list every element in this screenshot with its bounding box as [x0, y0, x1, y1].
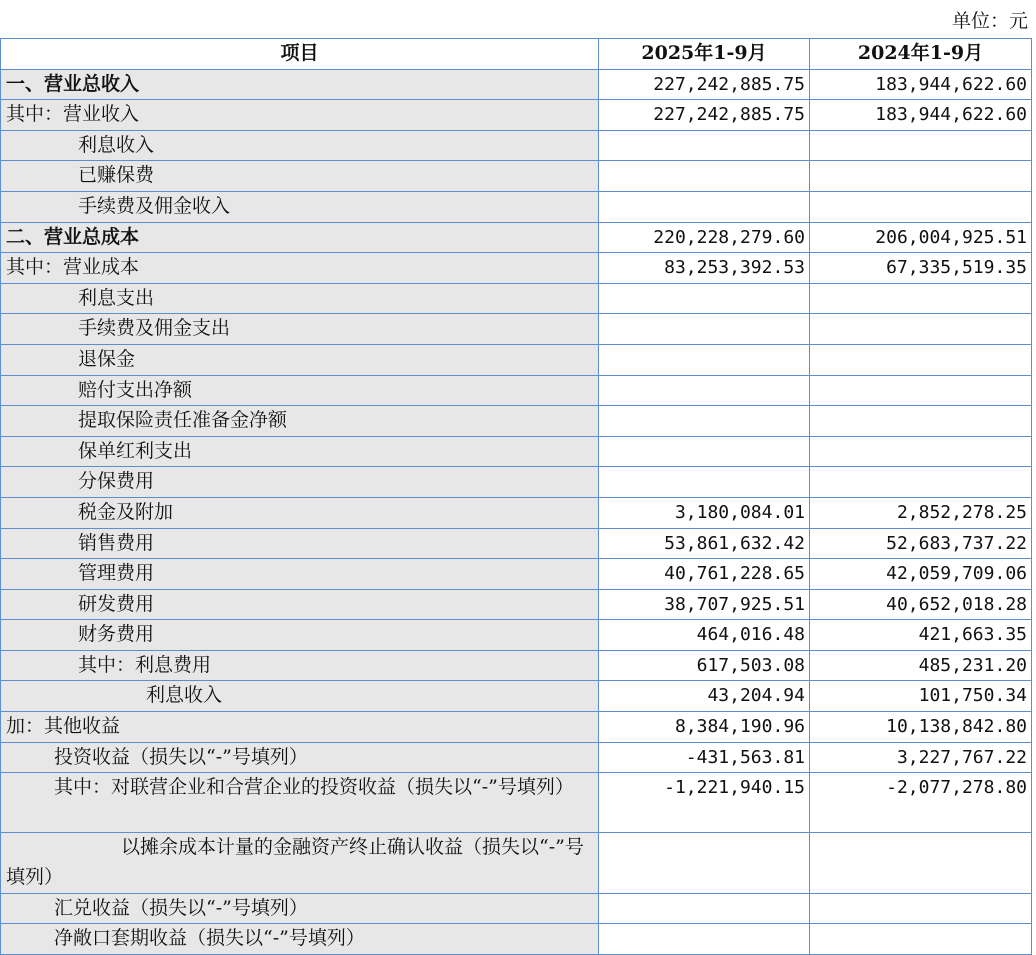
value-2024 — [810, 344, 1032, 375]
value-2025 — [599, 436, 810, 467]
unit-label: 单位：元 — [951, 10, 1028, 32]
value-2025: 43,204.94 — [599, 681, 810, 712]
column-header-2024: 2024年1-9月 — [810, 39, 1032, 70]
value-2024 — [810, 314, 1032, 345]
value-2024 — [810, 191, 1032, 222]
value-2024: 3,227,767.22 — [810, 742, 1032, 773]
row-label: 分保费用 — [1, 467, 599, 498]
table-row — [1, 742, 1032, 773]
row-label: 以摊余成本计量的金融资产终止确认收益（损失以“-”号填列） — [1, 833, 599, 893]
value-2024 — [810, 924, 1032, 955]
value-2024 — [810, 467, 1032, 498]
value-2024 — [810, 893, 1032, 924]
value-2024: 40,652,018.28 — [810, 589, 1032, 620]
table-row — [1, 620, 1032, 651]
value-2025 — [599, 893, 810, 924]
value-2024 — [810, 130, 1032, 161]
row-label: 投资收益（损失以“-”号填列） — [1, 742, 599, 773]
value-2025 — [599, 406, 810, 437]
table-row — [1, 191, 1032, 222]
row-label: 退保金 — [1, 344, 599, 375]
value-2025: 617,503.08 — [599, 650, 810, 681]
row-label: 提取保险责任准备金净额 — [1, 406, 599, 437]
table-row — [1, 893, 1032, 924]
value-2025 — [599, 375, 810, 406]
row-label: 已赚保费 — [1, 161, 599, 192]
value-2024: 421,663.35 — [810, 620, 1032, 651]
row-label: 一、营业总收入 — [1, 69, 599, 100]
row-label: 加：其他收益 — [1, 712, 599, 743]
row-label: 净敞口套期收益（损失以“-”号填列） — [1, 924, 599, 955]
value-2025: 53,861,632.42 — [599, 528, 810, 559]
value-2024: 183,944,622.60 — [810, 69, 1032, 100]
value-2025 — [599, 314, 810, 345]
value-2024 — [810, 283, 1032, 314]
row-label: 其中：营业收入 — [1, 100, 599, 131]
value-2024 — [810, 406, 1032, 437]
value-2024 — [810, 833, 1032, 893]
value-2024: -2,077,278.80 — [810, 773, 1032, 833]
value-2025 — [599, 467, 810, 498]
income-statement-table — [0, 38, 1032, 955]
table-row — [1, 283, 1032, 314]
table-row — [1, 712, 1032, 743]
table-row — [1, 589, 1032, 620]
value-2025 — [599, 344, 810, 375]
row-label: 销售费用 — [1, 528, 599, 559]
row-label: 赔付支出净额 — [1, 375, 599, 406]
table-row — [1, 528, 1032, 559]
row-label: 其中：利息费用 — [1, 650, 599, 681]
table-row — [1, 344, 1032, 375]
row-label: 利息收入 — [1, 681, 599, 712]
value-2024: 10,138,842.80 — [810, 712, 1032, 743]
value-2025 — [599, 283, 810, 314]
value-2025 — [599, 130, 810, 161]
table-row — [1, 314, 1032, 345]
value-2025 — [599, 833, 810, 893]
row-label: 手续费及佣金收入 — [1, 191, 599, 222]
table-header-row — [1, 39, 1032, 70]
value-2024: 206,004,925.51 — [810, 222, 1032, 253]
row-label: 研发费用 — [1, 589, 599, 620]
row-label: 其中：营业成本 — [1, 253, 599, 284]
value-2025: 8,384,190.96 — [599, 712, 810, 743]
table-row — [1, 559, 1032, 590]
table-row — [1, 436, 1032, 467]
column-header-2025: 2025年1-9月 — [599, 39, 810, 70]
row-label: 其中：对联营企业和合营企业的投资收益（损失以“-”号填列） — [1, 773, 599, 833]
value-2025: 227,242,885.75 — [599, 100, 810, 131]
value-2025: 83,253,392.53 — [599, 253, 810, 284]
table-row — [1, 253, 1032, 284]
table-row — [1, 773, 1032, 833]
table-row — [1, 100, 1032, 131]
table-row — [1, 222, 1032, 253]
table-row — [1, 130, 1032, 161]
table-row — [1, 375, 1032, 406]
value-2024 — [810, 375, 1032, 406]
value-2025: -431,563.81 — [599, 742, 810, 773]
value-2025 — [599, 924, 810, 955]
row-label: 二、营业总成本 — [1, 222, 599, 253]
value-2024: 101,750.34 — [810, 681, 1032, 712]
column-header-item: 项目 — [1, 39, 599, 70]
table-row — [1, 650, 1032, 681]
row-label: 手续费及佣金支出 — [1, 314, 599, 345]
value-2025: 3,180,084.01 — [599, 497, 810, 528]
table-row — [1, 833, 1032, 893]
table-row — [1, 161, 1032, 192]
value-2025 — [599, 161, 810, 192]
row-label: 管理费用 — [1, 559, 599, 590]
table-row — [1, 467, 1032, 498]
row-label: 财务费用 — [1, 620, 599, 651]
row-label: 利息收入 — [1, 130, 599, 161]
value-2024: 2,852,278.25 — [810, 497, 1032, 528]
value-2024 — [810, 436, 1032, 467]
value-2025: 227,242,885.75 — [599, 69, 810, 100]
value-2025: 220,228,279.60 — [599, 222, 810, 253]
row-label: 汇兑收益（损失以“-”号填列） — [1, 893, 599, 924]
value-2024: 485,231.20 — [810, 650, 1032, 681]
value-2024: 42,059,709.06 — [810, 559, 1032, 590]
value-2024 — [810, 161, 1032, 192]
value-2025: 40,761,228.65 — [599, 559, 810, 590]
value-2025: -1,221,940.15 — [599, 773, 810, 833]
row-label: 保单红利支出 — [1, 436, 599, 467]
value-2024: 183,944,622.60 — [810, 100, 1032, 131]
row-label: 利息支出 — [1, 283, 599, 314]
table-row — [1, 69, 1032, 100]
row-label: 税金及附加 — [1, 497, 599, 528]
table-row — [1, 406, 1032, 437]
value-2024: 52,683,737.22 — [810, 528, 1032, 559]
value-2025 — [599, 191, 810, 222]
table-row — [1, 681, 1032, 712]
value-2025: 464,016.48 — [599, 620, 810, 651]
table-row — [1, 497, 1032, 528]
table-row — [1, 924, 1032, 955]
value-2025: 38,707,925.51 — [599, 589, 810, 620]
value-2024: 67,335,519.35 — [810, 253, 1032, 284]
